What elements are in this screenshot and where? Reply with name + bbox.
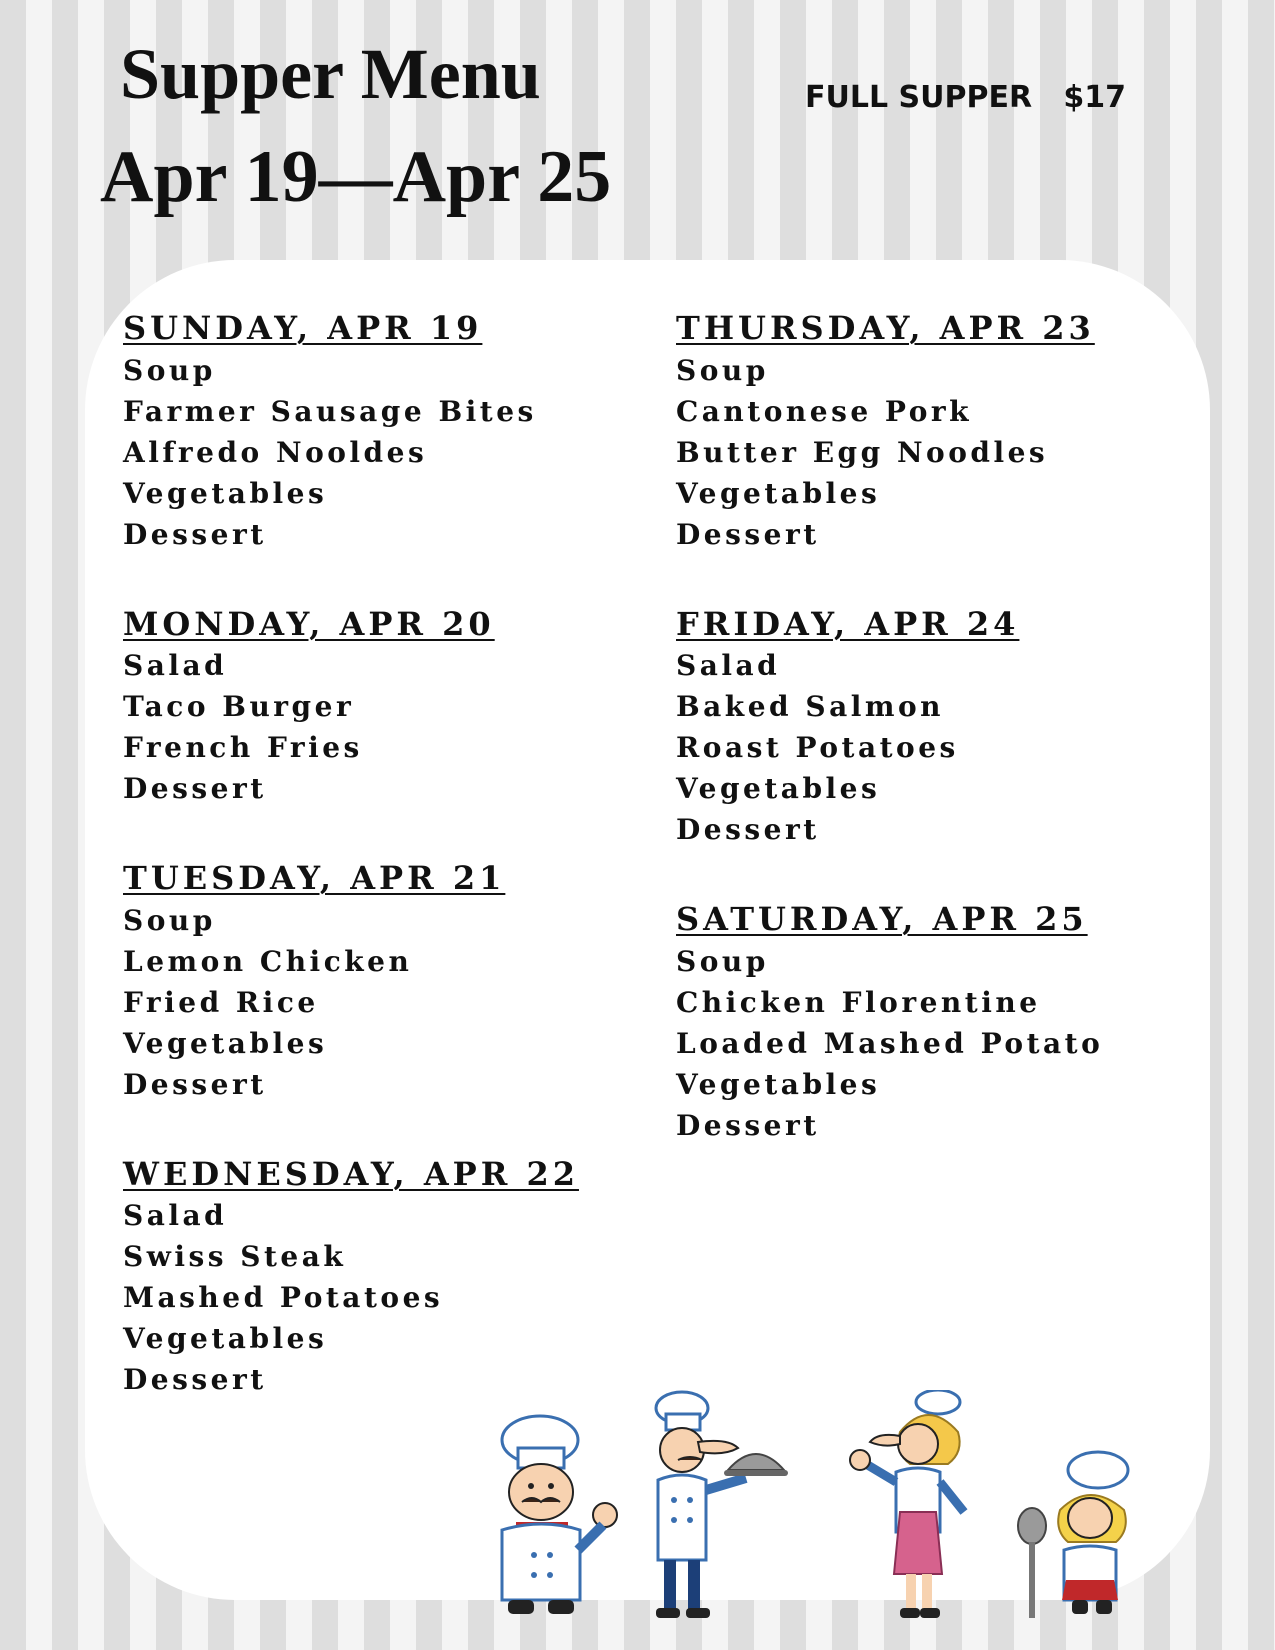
menu-item: Loaded Mashed Potato [676, 1026, 1104, 1060]
menu-items [676, 941, 1216, 1146]
menu-items [676, 350, 1216, 555]
menu-column-right [676, 309, 1216, 1199]
menu-item: Dessert [123, 1067, 267, 1101]
day-heading: WEDNESDAY, APR 22 [123, 1154, 579, 1193]
menu-item: Roast Potatoes [676, 731, 959, 765]
day-heading: FRIDAY, APR 24 [676, 604, 1020, 643]
menu-item: Vegetables [676, 476, 881, 510]
menu-column-left [123, 309, 663, 1453]
full-supper-price: FULL SUPPER $17 [805, 80, 1127, 115]
menu-item: Baked Salmon [676, 690, 945, 724]
menu-item: Fried Rice [123, 985, 319, 1019]
menu-item: Vegetables [676, 772, 881, 806]
menu-item: Dessert [123, 772, 267, 806]
day-monday [123, 604, 663, 810]
menu-item: Soup [123, 903, 216, 937]
menu-items [123, 1195, 663, 1400]
menu-item: Salad [676, 649, 781, 683]
menu-item: French Fries [123, 731, 363, 765]
menu-item: Farmer Sausage Bites [123, 394, 537, 428]
menu-item: Vegetables [123, 1026, 328, 1060]
menu-item: Cantonese Pork [676, 394, 973, 428]
menu-item: Dessert [676, 517, 820, 551]
day-sunday [123, 309, 663, 555]
day-friday [676, 604, 1216, 851]
menu-item: Dessert [676, 1108, 820, 1142]
day-tuesday [123, 859, 663, 1105]
day-heading: MONDAY, APR 20 [123, 604, 495, 643]
menu-item: Mashed Potatoes [123, 1281, 444, 1315]
menu-items [123, 645, 663, 809]
menu-items [123, 900, 663, 1105]
day-thursday [676, 309, 1216, 555]
menu-items [123, 350, 663, 555]
menu-item: Dessert [123, 1363, 267, 1397]
day-heading: SUNDAY, APR 19 [123, 309, 483, 347]
menu-item: Vegetables [123, 1322, 328, 1356]
menu-item: Soup [676, 353, 769, 387]
chef-cloche-icon [656, 1392, 788, 1618]
day-heading: THURSDAY, APR 23 [676, 309, 1095, 347]
menu-item: Dessert [676, 813, 820, 847]
menu-item: Taco Burger [123, 690, 355, 724]
menu-item: Dessert [123, 517, 267, 551]
day-heading: TUESDAY, APR 21 [123, 859, 506, 898]
menu-item: Vegetables [676, 1067, 881, 1101]
menu-item: Salad [123, 1199, 228, 1233]
menu-item: Butter Egg Noodles [676, 435, 1049, 469]
page-title: Supper Menu [120, 34, 541, 114]
menu-item: Swiss Steak [123, 1240, 347, 1274]
chefs-illustration [460, 1390, 1180, 1630]
chef-woman-icon [850, 1390, 964, 1618]
day-saturday [676, 900, 1216, 1146]
menu-item: Soup [123, 353, 216, 387]
menu-item: Vegetables [123, 476, 328, 510]
menu-item: Chicken Florentine [676, 985, 1041, 1019]
menu-items [676, 645, 1216, 850]
day-heading: SATURDAY, APR 25 [676, 900, 1088, 939]
day-wednesday [123, 1154, 663, 1401]
menu-item: Alfredo Nooldes [123, 435, 428, 469]
date-range: Apr 19—Apr 25 [100, 136, 612, 218]
menu-item: Salad [123, 649, 228, 683]
menu-item: Lemon Chicken [123, 944, 413, 978]
chef-spoon-icon [1018, 1452, 1128, 1618]
menu-item: Soup [676, 944, 769, 978]
chef-mustache-icon [502, 1416, 617, 1614]
